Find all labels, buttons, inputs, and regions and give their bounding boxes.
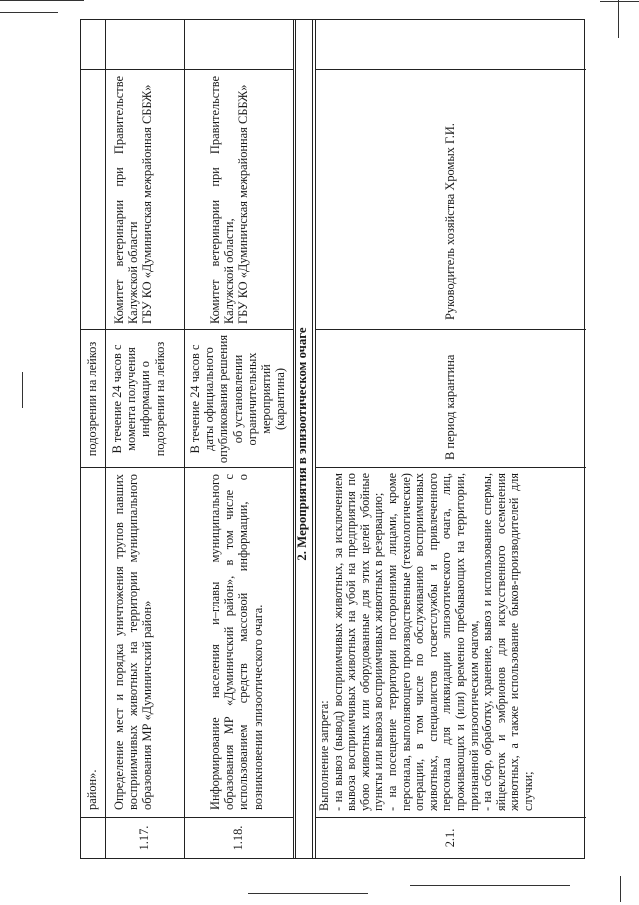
row-divider: [105, 20, 106, 858]
item-responsible-1-18: [207, 72, 287, 328]
deadline-line: подозрении на лейкоз: [152, 341, 167, 457]
deadline-line: мероприятий: [259, 364, 274, 434]
deadline-line: информации о: [138, 361, 153, 437]
description-paragraph: - на сбор, обработку, хранение, вывоз и использование спермы, яйцеклеток и эмбрионов для искусственного осеменения животных, а также использование быков-производителей для случки;: [480, 473, 535, 811]
description-paragraph: - на вывоз (вывод) восприимчивых животных, за исключением вывоза восприимчивых животных на убой на предприятия по убою животных или оборудованные для этих целей убойные пункты или вывоза восприимчивых животных в резервацию;: [330, 473, 386, 811]
item-number-1-17: 1.17.: [137, 825, 152, 851]
responsible-line: Комитет ветеринарии при Правительстве: [112, 76, 126, 324]
item-deadline-1-18: [187, 330, 291, 468]
description-paragraph: Выполнение запрета:: [317, 700, 331, 811]
item-description-1-18: Информирование населения и–главы муниципального образования МР «Думиничский район», в том числе с использованием средств массовой информации, о возникновении эпизоотического очага.: [208, 474, 265, 810]
section-title: 2. Мероприятия в эпизоотическом очаге: [295, 327, 309, 561]
row-divider: [312, 20, 313, 858]
item-responsible-1-17: [111, 72, 181, 328]
scan-artifact: [618, 0, 619, 38]
deadline-line: момента получения: [124, 347, 139, 451]
scan-artifact: [600, 1, 639, 2]
column-divider: [81, 69, 293, 70]
deadline-line: об установлении: [230, 354, 245, 444]
description-paragraph: - на посещение территории посторонними лицами, кроме персонала, выполняющего производственные (технологические) операции, в том числе по обслуживанию восприимчивых животных, специалистов госветслужбы и привлеченного персонала для ликвидации эпизоотического очага, лиц, проживающих и (или) временно пребывающих на территории, признанной эпизоотическим очагом,: [384, 473, 481, 811]
responsible-line: Калужской области: [126, 221, 141, 324]
continued-description: район».: [85, 769, 99, 810]
column-divider: [315, 467, 586, 468]
scan-artifact: [620, 876, 621, 902]
deadline-line: даты официального: [202, 347, 217, 451]
responsible-line: ГБУ КО «Думиничская межрайонная СББЖ»: [236, 84, 251, 324]
deadline-line: ограничительных: [244, 352, 259, 446]
continued-deadline: подозрении на лейкоз: [85, 341, 99, 457]
scan-artifact: [410, 885, 570, 886]
item-number-2-1: 2.1.: [443, 828, 458, 848]
scan-artifact: [248, 893, 368, 894]
responsible-line: Комитет ветеринарии при Правительстве: [208, 76, 222, 324]
deadline-line: В течение 24 часов с: [188, 344, 202, 454]
item-deadline-2-1: В период карантина: [443, 354, 458, 460]
scan-artifact: [0, 12, 58, 13]
scan-artifact: [22, 372, 23, 408]
item-description-2-1: [317, 469, 585, 815]
item-number-1-18: 1.18.: [231, 825, 246, 851]
item-description-1-17: Определение мест и порядка уничтожения трупов павших восприимчивых животных на территории муниципального образования МР «Думиничский район»: [112, 474, 155, 810]
deadline-line: опубликования решения: [216, 334, 231, 464]
measures-table: [80, 19, 585, 859]
responsible-line: ГБУ КО «Думиничская межрайонная СББЖ»: [140, 84, 155, 324]
row-divider: [293, 20, 294, 858]
item-responsible-2-1: Руководитель хозяйства Хромых Г.И.: [443, 123, 458, 320]
deadline-line: В течение 24 часов с: [110, 344, 124, 454]
row-divider: [184, 20, 185, 858]
responsible-line: Калужской области,: [222, 218, 237, 324]
deadline-line: (карантина): [273, 367, 288, 431]
item-deadline-1-17: [109, 330, 183, 468]
scan-artifact: [0, 0, 84, 1]
